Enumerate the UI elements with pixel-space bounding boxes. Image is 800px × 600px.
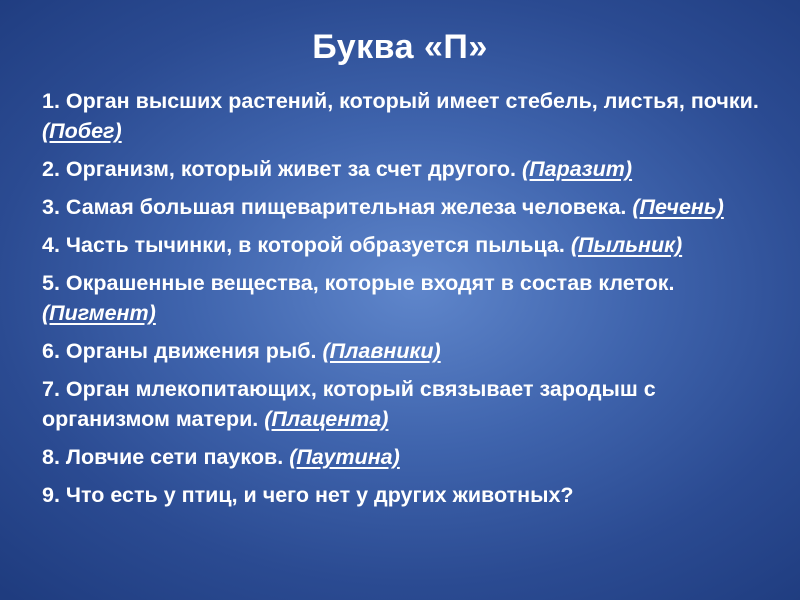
question-item-5 xyxy=(42,268,782,328)
answer-text: (Паразит) xyxy=(522,157,633,181)
question-list xyxy=(42,86,782,518)
slide-title: Буква «П» xyxy=(312,28,488,66)
question-text: 7. Орган млекопитающих, который связывает зародыш с организмом матери. xyxy=(42,377,656,431)
question-text: 9. Что есть у птиц, и чего нет у других животных? xyxy=(42,483,574,507)
question-item-3 xyxy=(42,192,782,222)
question-item-6 xyxy=(42,336,782,366)
question-item-9 xyxy=(42,480,782,510)
answer-text: (Пыльник) xyxy=(570,233,683,257)
answer-text: (Побег) xyxy=(42,119,122,143)
question-text: 4. Часть тычинки, в которой образуется пыльца. xyxy=(42,233,571,257)
question-text: 1. Орган высших растений, который имеет стебель, листья, почки. xyxy=(42,89,759,113)
question-item-2 xyxy=(42,154,782,184)
question-text: 8. Ловчие сети пауков. xyxy=(42,445,290,469)
answer-text: (Пигмент) xyxy=(42,301,156,325)
question-text: 3. Самая большая пищеварительная железа человека. xyxy=(42,195,633,219)
answer-text: (Печень) xyxy=(632,195,724,219)
question-item-7 xyxy=(42,374,782,434)
answer-text: (Паутина) xyxy=(289,445,400,469)
question-item-4 xyxy=(42,230,782,260)
question-text: 2. Организм, который живет за счет другого. xyxy=(42,157,522,181)
question-item-8 xyxy=(42,442,782,472)
question-text: 5. Окрашенные вещества, которые входят в состав клеток. xyxy=(42,271,675,295)
question-text: 6. Органы движения рыб. xyxy=(42,339,323,363)
question-item-1 xyxy=(42,86,782,146)
answer-text: (Плавники) xyxy=(322,339,441,363)
answer-text: (Плацента) xyxy=(264,407,389,431)
